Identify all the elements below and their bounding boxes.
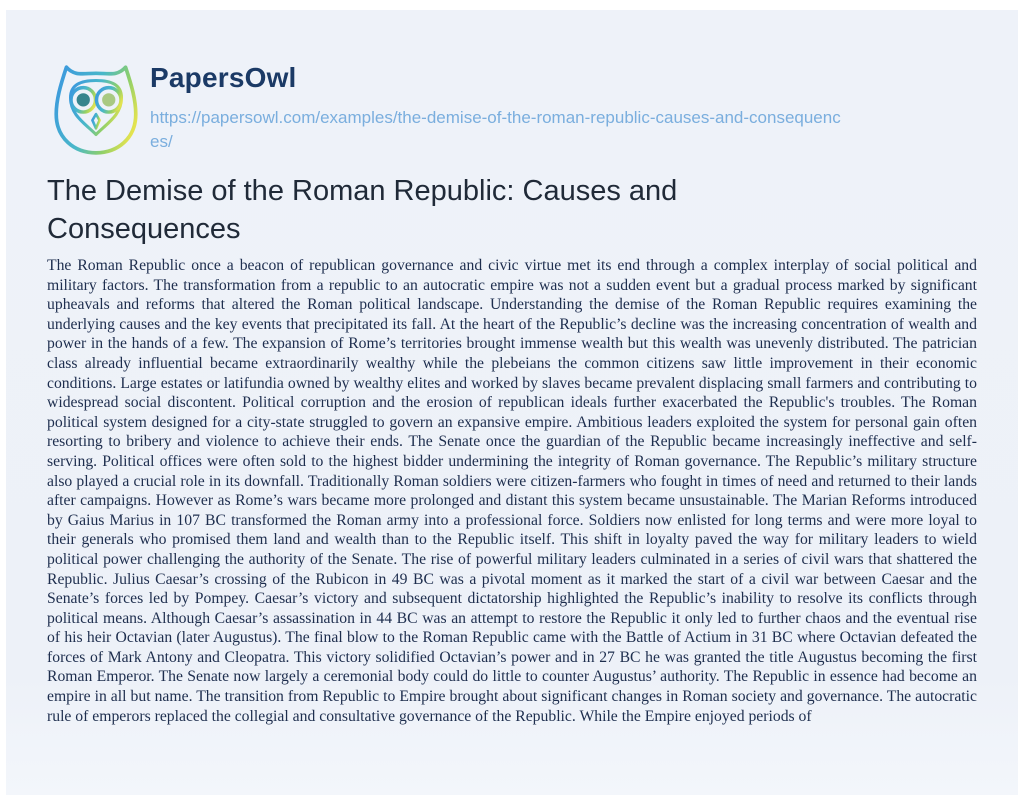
- owl-icon: [45, 56, 147, 160]
- document-page: [6, 10, 1018, 795]
- source-url-link[interactable]: https://papersowl.com/examples/the-demise-of-the-roman-republic-causes-and-consequences/: [150, 108, 841, 151]
- essay-body-text: The Roman Republic once a beacon of republican governance and civic virtue met its end through a complex interplay of social political and military factors. The transformation from a republic to an autocratic empire was not a sudden event but a gradual process marked by significant upheavals and reforms that altered the Roman political landscape. Understanding the demise of the Roman Republic requires examining the underlying causes and the key events that precipitated its fall. At the heart of the Republic’s decline was the increasing concentration of wealth and power in the hands of a few. The expansion of Rome’s territories brought immense wealth but this wealth was unevenly distributed. The patrician class already influential became extraordinarily wealthy while the plebeians the common citizens saw little improvement in their economic conditions. Large estates or latifundia owned by wealthy elites and worked by slaves became prevalent displacing small farmers and contributing to widespread social discontent. Political corruption and the erosion of republican ideals further exacerbated the Republic's troubles. The Roman political system designed for a city-state struggled to govern an expansive empire. Ambitious leaders exploited the system for personal gain often resorting to bribery and violence to achieve their ends. The Senate once the guardian of the Republic became increasingly ineffective and self-serving. Political offices were often sold to the highest bidder undermining the integrity of Roman governance. The Republic’s military structure also played a crucial role in its downfall. Traditionally Roman soldiers were citizen-farmers who fought in times of need and returned to their lands after campaigns. However as Rome’s wars became more prolonged and distant this system became unsustainable. The Marian Reforms introduced by Gaius Marius in 107 BC transformed the Roman army into a professional force. Soldiers now enlisted for long terms and were more loyal to their generals who promised them land and wealth than to the Republic itself. This shift in loyalty paved the way for military leaders to wield political power challenging the authority of the Senate. The rise of powerful military leaders culminated in a series of civil wars that shattered the Republic. Julius Caesar’s crossing of the Rubicon in 49 BC was a pivotal moment as it marked the start of a civil war between Caesar and the Senate’s forces led by Pompey. Caesar’s victory and subsequent dictatorship highlighted the Republic’s inability to resolve its conflicts through political means. Although Caesar’s assassination in 44 BC was an attempt to restore the Republic it only led to further chaos and the eventual rise of his heir Octavian (later Augustus). The final blow to the Roman Republic came with the Battle of Actium in 31 BC where Octavian defeated the forces of Mark Antony and Cleopatra. This victory solidified Octavian’s power and in 27 BC he was granted the title Augustus becoming the first Roman Emperor. The Senate now largely a ceremonial body could do little to counter Augustus’ authority. The Republic in essence had become an empire in all but name. The transition from Republic to Empire brought about significant changes in Roman society and governance. The autocratic rule of emperors replaced the collegial and consultative governance of the Republic. While the Empire enjoyed periods of: [47, 257, 977, 725]
- brand-name: PapersOwl: [150, 62, 297, 93]
- page-title: The Demise of the Roman Republic: Causes and Consequences: [47, 175, 678, 245]
